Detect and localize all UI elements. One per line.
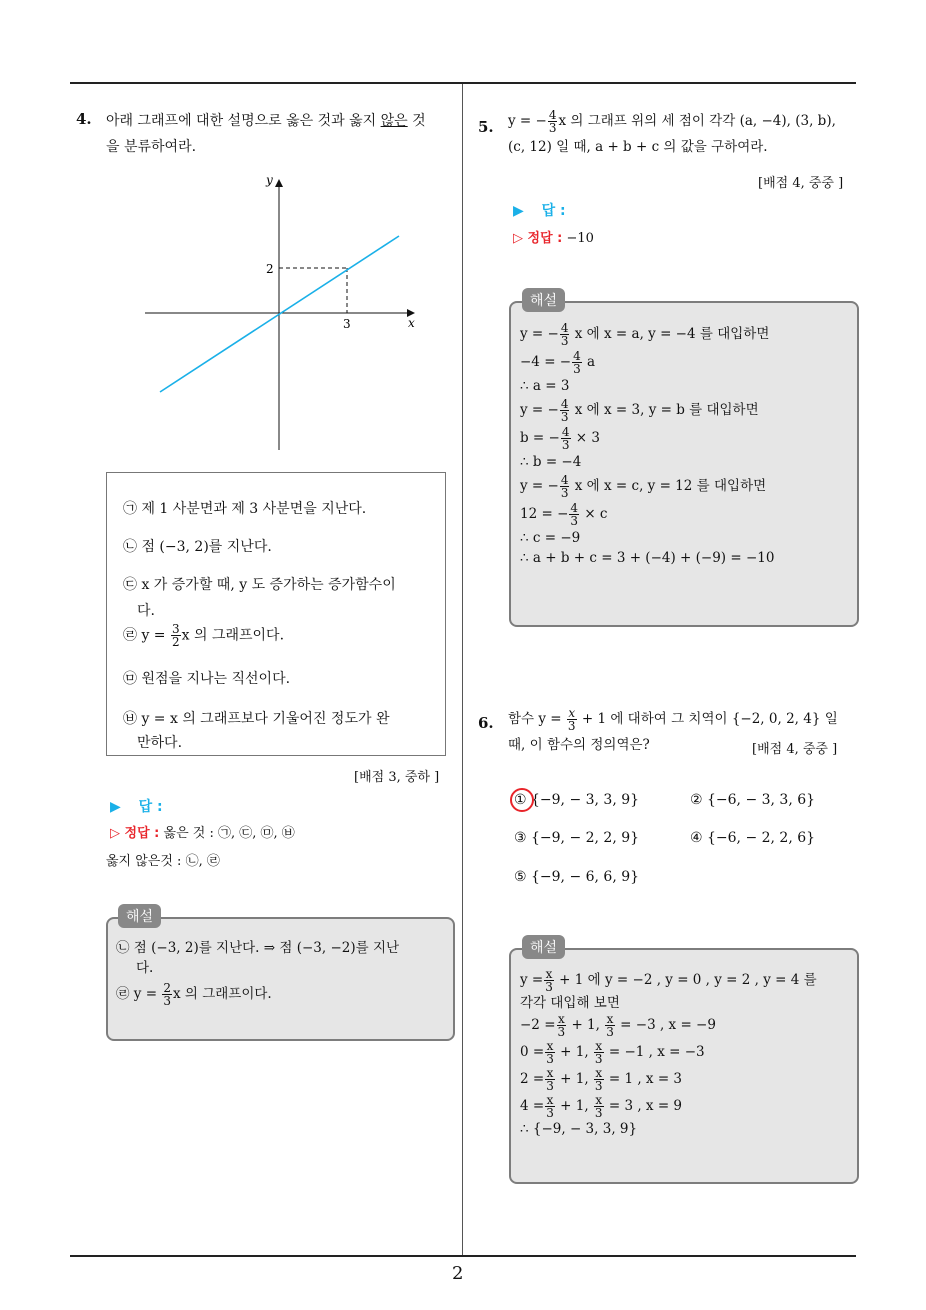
sol-space — [600, 1017, 604, 1033]
x-tick-label: 3 — [343, 317, 351, 331]
solution-line — [520, 378, 850, 395]
solution-line — [520, 1094, 850, 1119]
frac-numerator: x — [546, 1039, 554, 1053]
q6-line1-pre: 함수 y = — [508, 711, 562, 727]
sol-text: × c — [580, 506, 608, 522]
sol-text: + 1, — [555, 1071, 589, 1087]
sol-text: = 1 , x = 3 — [604, 1071, 683, 1087]
q6-solution — [520, 968, 850, 1139]
solution-fraction — [594, 1067, 604, 1092]
frac-denominator: 3 — [546, 1052, 554, 1066]
frac-denominator: 3 — [560, 486, 569, 500]
x-axis-label: x — [408, 316, 415, 330]
frac-numerator: 4 — [560, 473, 569, 487]
solution-fraction — [545, 1067, 555, 1092]
condition-4-pre: ㉣ y = — [123, 627, 166, 644]
sol-text: 12 = − — [520, 506, 569, 522]
q4-sol-fraction — [162, 982, 172, 1007]
solution-fraction — [557, 1013, 567, 1038]
bottom-rule — [70, 1255, 856, 1257]
sol-space — [589, 1071, 593, 1087]
solution-fraction — [545, 1094, 555, 1119]
solution-line — [520, 968, 850, 993]
sol-text: ∴ c = −9 — [520, 530, 581, 546]
sol-text: −4 = − — [520, 354, 572, 370]
sol-text: x 에 x = a, y = −4 를 대입하면 — [570, 326, 770, 342]
frac-numerator: x — [557, 1012, 565, 1026]
y-axis-arrow — [275, 179, 283, 187]
solution-fraction — [545, 1040, 555, 1065]
choice-3[interactable]: ③ {−9, − 2, 2, 9} — [514, 830, 640, 846]
solution-fraction — [561, 426, 571, 451]
sol-text: −2 = — [520, 1017, 556, 1033]
correct-value: −10 — [566, 231, 594, 246]
y-axis-label: y — [266, 173, 273, 187]
q5-line1-pre: y = − — [508, 113, 547, 129]
solution-line — [520, 398, 850, 423]
q6-fraction — [567, 707, 577, 732]
frac-numerator: 2 — [163, 981, 171, 995]
q5-line2: (c, 12) 일 때, a + b + c 의 값을 구하여라. — [508, 139, 768, 155]
frac-denominator: 3 — [567, 719, 576, 733]
q5-solution — [520, 322, 850, 570]
condition-6-cont: 만하다. — [137, 735, 183, 751]
frac-denominator: 3 — [163, 994, 171, 1008]
sol-text: y = − — [520, 326, 559, 342]
frac-numerator: 4 — [560, 397, 569, 411]
solution-line — [520, 474, 850, 499]
solution-fraction — [594, 1094, 604, 1119]
sol-text: 0 = — [520, 1044, 545, 1060]
q5-solution-tag: 해설 — [522, 288, 565, 312]
y-tick-label: 2 — [266, 262, 274, 276]
q4-graph — [140, 170, 430, 455]
sol-text: x 에 x = c, y = 12 를 대입하면 — [570, 478, 767, 494]
solution-line — [520, 350, 850, 375]
frac-denominator: 3 — [560, 410, 569, 424]
condition-3-cont: 다. — [137, 603, 155, 619]
condition-5: ㉤ 원점을 지나는 직선이다. — [123, 671, 291, 687]
q4-text-line2: 을 분류하여라. — [106, 139, 197, 155]
sol-text: = 3 , x = 9 — [604, 1098, 683, 1114]
sol-text: + 1, — [555, 1044, 589, 1060]
q4-solution — [116, 938, 451, 1007]
condition-4-post: x 의 그래프이다. — [181, 627, 285, 644]
solution-fraction — [605, 1013, 615, 1038]
q4-sol-post: x 의 그래프이다. — [172, 986, 272, 1002]
column-divider — [462, 84, 463, 1256]
solution-line — [520, 1013, 850, 1038]
frac-numerator: 4 — [560, 321, 569, 335]
q6-line2: 때, 이 함수의 정의역은? — [508, 737, 650, 753]
frac-numerator: 4 — [561, 425, 570, 439]
sol-text: = −1 , x = −3 — [604, 1044, 705, 1060]
sol-text: ∴ {−9, − 3, 3, 9} — [520, 1121, 638, 1137]
sol-text: a — [582, 354, 596, 370]
sol-text: + 1 에 y = −2 , y = 0 , y = 2 , y = 4 를 — [554, 972, 817, 988]
frac-numerator: x — [595, 1039, 603, 1053]
solution-line — [520, 1121, 850, 1137]
q4-text-post: 것 — [407, 113, 426, 129]
sol-text: y = − — [520, 402, 559, 418]
solution-fraction — [560, 398, 570, 423]
sol-text: y = — [520, 972, 544, 988]
condition-4-fraction — [171, 623, 181, 648]
frac-denominator: 3 — [594, 1079, 603, 1093]
sol-text: ∴ a = 3 — [520, 378, 570, 394]
choice-2[interactable]: ② {−6, − 3, 3, 6} — [690, 792, 816, 808]
solution-fraction — [594, 1040, 604, 1065]
answer-label: 답 : — [541, 203, 566, 219]
q4-question — [106, 108, 456, 160]
q4-correct-line2: 옳지 않은것 : ㉡, ㉣ — [106, 854, 220, 869]
answer-arrow-icon: ▶ — [110, 799, 121, 815]
frac-denominator: 3 — [545, 980, 553, 994]
page-number: 2 — [452, 1263, 464, 1284]
sol-text: = −3 , x = −9 — [615, 1017, 716, 1033]
choice-4[interactable]: ④ {−6, − 2, 2, 6} — [690, 830, 816, 846]
choice-1[interactable]: ① {−9, − 3, 3, 9} — [514, 792, 640, 808]
sol-text: × 3 — [571, 430, 600, 446]
solution-line — [520, 995, 850, 1011]
q6-score: [배점 4, 중중 ] — [752, 742, 838, 757]
solution-line — [520, 530, 850, 547]
solution-line — [520, 426, 850, 451]
frac-numerator: 3 — [172, 622, 180, 636]
q4-correct-row — [110, 822, 295, 841]
frac-denominator: 3 — [573, 362, 581, 376]
solution-line — [520, 454, 850, 471]
q4-sol-pre: ㉣ y = — [116, 986, 158, 1002]
correct-value: 옳은 것 : ㉠, ㉢, ㉤, ㉥ — [163, 826, 295, 841]
q5-fraction — [548, 109, 558, 134]
sol-text: y = − — [520, 478, 559, 494]
frac-denominator: 3 — [546, 1079, 554, 1093]
q4-text-pre: 아래 그래프에 대한 설명으로 옳은 것과 옳지 — [106, 113, 381, 129]
frac-numerator: x — [606, 1012, 614, 1026]
q4-solution-tag: 해설 — [118, 904, 161, 928]
solution-line — [520, 1040, 850, 1065]
frac-numerator: 4 — [548, 108, 557, 122]
frac-numerator: x — [545, 967, 553, 981]
solution-fraction — [560, 474, 570, 499]
frac-numerator: 4 — [570, 501, 579, 515]
q6-solution-tag: 해설 — [522, 935, 565, 959]
frac-denominator: 3 — [606, 1025, 614, 1039]
frac-numerator: x — [546, 1066, 554, 1080]
top-rule — [70, 82, 856, 84]
solution-fraction — [569, 502, 579, 527]
q4-sol-line-1: ㉡ 점 (−3, 2)를 지난다. ⇒ 점 (−3, −2)를 지난 — [116, 940, 400, 956]
q4-text-underlined: 않은 — [380, 113, 408, 129]
solution-line — [520, 550, 850, 567]
q4-sol-line-3 — [116, 982, 451, 1007]
condition-2: ㉡ 점 (−3, 2)를 지난다. — [123, 539, 272, 555]
frac-numerator: x — [568, 706, 576, 720]
solution-fraction — [560, 322, 570, 347]
condition-6: ㉥ y = x 의 그래프보다 기울어진 정도가 완 — [123, 711, 390, 727]
sol-text: + 1, — [567, 1017, 600, 1033]
frac-denominator: 3 — [548, 121, 557, 135]
q4-sol-line-2: 다. — [136, 960, 154, 976]
frac-numerator: x — [595, 1093, 603, 1107]
q4-answer-row — [110, 796, 163, 816]
choice-5[interactable]: ⑤ {−9, − 6, 6, 9} — [514, 869, 640, 885]
frac-numerator: x — [595, 1066, 603, 1080]
solution-line — [520, 502, 850, 527]
frac-denominator: 3 — [594, 1106, 603, 1120]
q4-score: [배점 3, 중하 ] — [354, 770, 440, 785]
answer-label: 답 : — [138, 799, 163, 815]
frac-numerator: x — [546, 1093, 554, 1107]
frac-denominator: 2 — [172, 635, 180, 649]
q4-number: 4. — [76, 110, 92, 128]
sol-text: ∴ b = −4 — [520, 454, 582, 470]
frac-denominator: 3 — [546, 1106, 554, 1120]
q5-correct-row — [513, 227, 594, 246]
sol-space — [589, 1044, 593, 1060]
condition-3: ㉢ x 가 증가할 때, y 도 증가하는 증가함수이 — [123, 577, 396, 593]
solution-line — [520, 322, 850, 347]
q5-line1-post: x 의 그래프 위의 세 점이 각각 (a, −4), (3, b), — [558, 113, 836, 129]
frac-denominator: 3 — [557, 1025, 566, 1039]
frac-denominator: 3 — [594, 1052, 603, 1066]
sol-text: + 1, — [555, 1098, 589, 1114]
frac-denominator: 3 — [560, 334, 569, 348]
sol-text: 2 = — [520, 1071, 545, 1087]
q5-answer-row — [513, 200, 566, 220]
solution-line — [520, 1067, 850, 1092]
answer-arrow-icon: ▶ — [513, 203, 524, 219]
q6-line1-post: + 1 에 대하여 그 치역이 {−2, 0, 2, 4} 일 — [581, 711, 838, 727]
condition-4 — [123, 623, 284, 648]
sol-text: b = − — [520, 430, 560, 446]
solution-fraction — [572, 350, 582, 375]
correct-label: ▷ 정답 : — [110, 826, 160, 841]
sol-text: 각각 대입해 보면 — [520, 995, 620, 1011]
correct-label: ▷ 정답 : — [513, 231, 563, 246]
solution-fraction — [544, 968, 554, 993]
sol-space — [589, 1098, 593, 1114]
condition-1: ㉠ 제 1 사분면과 제 3 사분면을 지난다. — [123, 501, 367, 517]
sol-text: 4 = — [520, 1098, 545, 1114]
frac-denominator: 3 — [570, 514, 579, 528]
q5-score: [배점 4, 중중 ] — [758, 176, 844, 191]
frac-numerator: 4 — [573, 349, 581, 363]
sol-text: ∴ a + b + c = 3 + (−4) + (−9) = −10 — [520, 550, 775, 566]
selected-choice-circle — [507, 785, 537, 815]
sol-text: x 에 x = 3, y = b 를 대입하면 — [570, 402, 759, 418]
q4-conditions-box — [106, 472, 446, 756]
q6-number: 6. — [478, 714, 494, 732]
q5-number: 5. — [478, 118, 494, 136]
frac-denominator: 3 — [561, 438, 570, 452]
q5-question — [508, 108, 863, 160]
